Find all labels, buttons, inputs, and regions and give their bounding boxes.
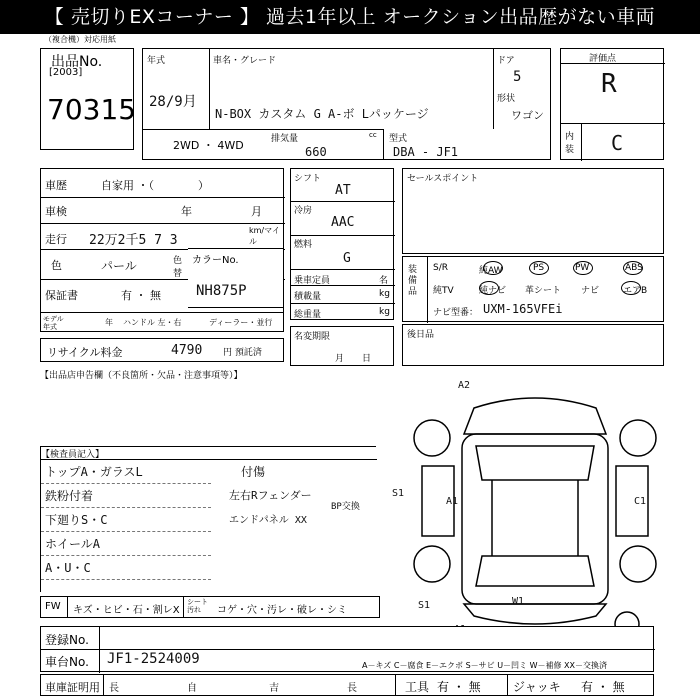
cert-cell-3: 吉 (269, 683, 279, 694)
reg-label: 登録No. (45, 633, 89, 647)
warranty-label: 保証書 (45, 289, 78, 302)
lot-label: 出品No. (51, 54, 103, 70)
shift-label: シフト (294, 174, 322, 184)
equip-abs: ABS (625, 263, 643, 273)
circle-mark (479, 281, 499, 295)
equip-airbag: エアB (623, 286, 648, 296)
equipment-box (402, 256, 664, 322)
recycle-value: 4790 (171, 343, 203, 358)
inspection-year: 年 (181, 205, 192, 218)
chassis-label: 車台No. (45, 655, 89, 669)
equipment-label: 装備品 (408, 265, 418, 297)
color-no-label: カラーNo. (192, 255, 239, 266)
shift-value: AT (335, 183, 351, 198)
sheet-label: シート汚れ (187, 598, 208, 614)
inspector-right-3: エンドパネル XX (229, 515, 307, 526)
fw-values: キズ・ヒビ・石・割レX (73, 605, 180, 616)
spec-box (290, 168, 394, 320)
equip-pw: PW (575, 263, 590, 273)
cert-label: 車庫証明用 (45, 681, 100, 694)
weight-label: 総重量 (294, 310, 322, 320)
displacement-value: 660 (305, 145, 327, 159)
tools-label: 工具 (405, 680, 430, 694)
shape-value: ワゴン (511, 109, 544, 122)
inspector-right-4: BP交換 (331, 502, 360, 512)
paper-note: （複合機）対応用紙 (44, 35, 116, 44)
mileage-label: 走行 (45, 233, 67, 246)
after-label: 後日品 (407, 330, 435, 340)
interior-value: C (611, 131, 624, 155)
fuel-label: 燃料 (294, 240, 313, 250)
inspector-line-3: 下廻りS・C (45, 513, 108, 527)
model-value: DBA - JF1 (393, 145, 459, 159)
inspector-label: 【検査員記入】 (41, 450, 105, 460)
mark-a2: A2 (458, 380, 471, 391)
name-change-label: 名変期限 (294, 332, 331, 342)
fw-label: FW (45, 601, 61, 612)
equip-sr: S/R (433, 263, 448, 273)
eval-label: 評価点 (589, 54, 617, 64)
inspection-label: 車検 (45, 205, 67, 218)
inspector-line-1: トップA・ガラスL (45, 465, 143, 479)
inspector-right-2: 左右Rフェンダー (229, 489, 312, 502)
vehicle-header (142, 48, 551, 160)
equip-navi2: ナビ (581, 286, 600, 296)
equip-aw: 純AW (479, 266, 503, 276)
name-value: N-BOX カスタム G A-ボ Lパッケージ (215, 107, 429, 121)
history-value: 自家用 ・（ ） (101, 179, 209, 192)
color-value: パール (101, 259, 137, 273)
inspector-line-4: ホイールA (45, 537, 100, 551)
jack-value: 有 ・ 無 (581, 680, 625, 694)
navi-value: UXM-165VFEi (483, 302, 563, 316)
cert-cell-1: 長 (109, 683, 119, 694)
weight-unit: kg (379, 307, 390, 317)
model-year-unit: 年 (105, 318, 113, 327)
recycle-label: リサイクル料金 (47, 346, 123, 359)
color-no-box (188, 248, 284, 308)
mileage-unit: km/マイル (249, 226, 280, 246)
name-label: 車名・グレード (213, 56, 277, 66)
mileage-value: 22万2千5 7 3 (89, 233, 178, 248)
model-label: 型式 (389, 134, 408, 144)
ac-value: AAC (331, 215, 355, 230)
load-label: 積載量 (294, 292, 322, 302)
color-label: 色 (51, 259, 62, 272)
fuel-value: G (343, 251, 351, 266)
circle-mark (621, 281, 641, 295)
cert-cell-4: 長 (347, 683, 357, 694)
cc-label: cc (369, 131, 377, 139)
interior-label: 内装 (565, 132, 575, 155)
sheet-values: コゲ・穴・汚レ・破レ・シミ (217, 605, 347, 616)
displacement-label: 排気量 (271, 134, 299, 144)
year-label: 年式 (147, 56, 166, 66)
name-change-box (290, 326, 394, 366)
name-change-unit: 月 日 (335, 354, 372, 364)
inspector-box (40, 446, 376, 592)
history-label: 車歴 (45, 179, 67, 192)
drive-label: 2WD ・ 4WD (173, 139, 244, 152)
color-no-value: NH875P (196, 283, 247, 299)
inspector-line-5: A・U・C (45, 561, 91, 575)
sales-point-box (402, 168, 664, 254)
mark-s1-left: S1 (392, 488, 405, 499)
car-damage-diagram (392, 380, 678, 640)
lot-year-tag: [2003] (49, 67, 83, 78)
circle-mark (573, 261, 593, 275)
cert-cell-2: 自 (187, 683, 197, 694)
year-value: 28/9月 (149, 94, 197, 110)
load-unit: kg (379, 289, 390, 299)
recycle-row (40, 338, 284, 362)
eval-value: R (601, 69, 617, 99)
lot-number: 70315 (47, 93, 137, 126)
mark-w1: W1 (512, 596, 525, 607)
capacity-label: 乗車定員 (294, 276, 331, 286)
mark-a1-left: A1 (446, 496, 459, 507)
equip-tv: 純TV (433, 286, 454, 296)
circle-mark (483, 261, 503, 275)
mark-c1: C1 (634, 496, 647, 507)
color-change-label: 色替 (173, 256, 183, 279)
circle-mark (623, 261, 643, 275)
equip-leather: 革シート (525, 286, 562, 296)
lot-box (40, 48, 137, 150)
mark-s1-rear: S1 (418, 600, 431, 611)
circle-mark (529, 261, 549, 275)
navi-label: ナビ型番： (433, 308, 479, 318)
sales-point-label: セールスポイント (407, 174, 479, 184)
tools-value: 有 ・ 無 (437, 680, 481, 694)
recycle-unit: 円 預託済 (223, 348, 262, 358)
grade-box (560, 48, 664, 160)
warranty-value: 有 ・ 無 (121, 289, 161, 302)
equip-ps: PS (533, 263, 545, 273)
bottom-row (40, 674, 654, 696)
capacity-unit: 名 (379, 276, 389, 286)
store-notes-label: 【出品店申告欄（不良箇所・欠品・注意事項等）】 (40, 371, 243, 381)
shape-label: 形状 (497, 94, 516, 104)
inspector-right-1: 付傷 (241, 465, 266, 479)
equip-navi: 純ナビ (479, 286, 507, 296)
damage-legend: A－キズ C－腐食 E－エクボ S－サビ U－凹ミ W－補修 XX－交換済 (362, 661, 608, 670)
door-value: 5 (513, 69, 522, 85)
chassis-value: JF1-2524009 (107, 651, 200, 667)
fw-row (40, 596, 380, 618)
ac-label: 冷房 (294, 206, 313, 216)
page-banner: 【 売切りEXコーナー 】 過去1年以上 オークション出品歴がない車両 (0, 0, 700, 34)
inspection-month: 月 (251, 205, 262, 218)
inspector-line-2: 鉄粉付着 (45, 489, 94, 503)
jack-label: ジャッキ (513, 680, 561, 694)
handle-label: ハンドル 左・右 (123, 318, 182, 327)
after-box (402, 324, 664, 366)
dealer-label: ディーラー・並行 (209, 318, 273, 327)
model-year-row (40, 312, 284, 332)
door-label: ドア (497, 56, 515, 66)
model-year-label: モデル年式 (43, 315, 64, 331)
